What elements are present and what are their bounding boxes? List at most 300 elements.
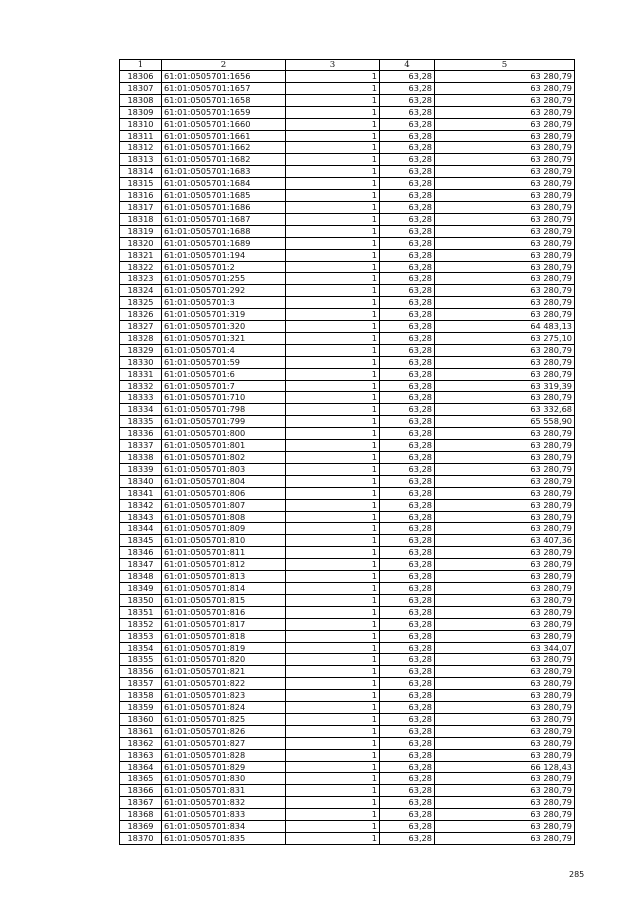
area-cell: 63,28 — [380, 356, 435, 368]
row-number-cell: 18309 — [120, 106, 162, 118]
row-number-cell: 18307 — [120, 82, 162, 94]
row-number-cell: 18357 — [120, 678, 162, 690]
row-number-cell: 18315 — [120, 178, 162, 190]
value-cell: 63 280,79 — [435, 523, 575, 535]
cadastral-number-cell: 61:01:0505701:1688 — [162, 225, 286, 237]
row-number-cell: 18360 — [120, 713, 162, 725]
row-number-cell: 18318 — [120, 213, 162, 225]
cadastral-number-cell: 61:01:0505701:1656 — [162, 71, 286, 83]
table-row — [120, 737, 575, 749]
quantity-cell: 1 — [286, 666, 380, 678]
area-cell: 63,28 — [380, 797, 435, 809]
value-cell: 63 280,79 — [435, 713, 575, 725]
cadastral-number-cell: 61:01:0505701:59 — [162, 356, 286, 368]
value-cell: 63 280,79 — [435, 571, 575, 583]
value-cell: 63 280,79 — [435, 166, 575, 178]
data-table — [119, 59, 575, 845]
area-cell: 63,28 — [380, 201, 435, 213]
table-row — [120, 559, 575, 571]
quantity-cell: 1 — [286, 130, 380, 142]
table-row — [120, 702, 575, 714]
area-cell: 63,28 — [380, 713, 435, 725]
table-row — [120, 142, 575, 154]
quantity-cell: 1 — [286, 309, 380, 321]
value-cell: 63 280,79 — [435, 142, 575, 154]
cadastral-number-cell: 61:01:0505701:1687 — [162, 213, 286, 225]
value-cell: 63 280,79 — [435, 559, 575, 571]
area-cell: 63,28 — [380, 82, 435, 94]
value-cell: 63 280,79 — [435, 773, 575, 785]
quantity-cell: 1 — [286, 809, 380, 821]
row-number-cell: 18331 — [120, 368, 162, 380]
value-cell: 63 280,79 — [435, 273, 575, 285]
quantity-cell: 1 — [286, 737, 380, 749]
row-number-cell: 18349 — [120, 582, 162, 594]
table-row — [120, 535, 575, 547]
cadastral-number-cell: 61:01:0505701:808 — [162, 511, 286, 523]
table-row — [120, 761, 575, 773]
value-cell: 63 319,39 — [435, 380, 575, 392]
row-number-cell: 18365 — [120, 773, 162, 785]
area-cell: 63,28 — [380, 702, 435, 714]
quantity-cell: 1 — [286, 761, 380, 773]
quantity-cell: 1 — [286, 773, 380, 785]
table-row — [120, 332, 575, 344]
row-number-cell: 18340 — [120, 475, 162, 487]
cadastral-number-cell: 61:01:0505701:807 — [162, 499, 286, 511]
table-row — [120, 213, 575, 225]
cadastral-number-cell: 61:01:0505701:1683 — [162, 166, 286, 178]
value-cell: 63 280,79 — [435, 82, 575, 94]
value-cell: 63 280,79 — [435, 368, 575, 380]
value-cell: 63 280,79 — [435, 154, 575, 166]
table-row — [120, 582, 575, 594]
area-cell: 63,28 — [380, 225, 435, 237]
table-row — [120, 201, 575, 213]
table-row — [120, 773, 575, 785]
area-cell: 63,28 — [380, 380, 435, 392]
table-row — [120, 321, 575, 333]
row-number-cell: 18356 — [120, 666, 162, 678]
area-cell: 63,28 — [380, 249, 435, 261]
cadastral-number-cell: 61:01:0505701:809 — [162, 523, 286, 535]
table-row — [120, 452, 575, 464]
table-row — [120, 511, 575, 523]
table-row — [120, 463, 575, 475]
table-row — [120, 106, 575, 118]
row-number-cell: 18320 — [120, 237, 162, 249]
quantity-cell: 1 — [286, 416, 380, 428]
table-row — [120, 475, 575, 487]
area-cell: 63,28 — [380, 404, 435, 416]
row-number-cell: 18330 — [120, 356, 162, 368]
quantity-cell: 1 — [286, 475, 380, 487]
area-cell: 63,28 — [380, 440, 435, 452]
table-row — [120, 178, 575, 190]
cadastral-number-cell: 61:01:0505701:825 — [162, 713, 286, 725]
table-row — [120, 666, 575, 678]
table-row — [120, 630, 575, 642]
cadastral-number-cell: 61:01:0505701:255 — [162, 273, 286, 285]
value-cell: 63 280,79 — [435, 547, 575, 559]
quantity-cell: 1 — [286, 166, 380, 178]
row-number-cell: 18329 — [120, 344, 162, 356]
cadastral-number-cell: 61:01:0505701:831 — [162, 785, 286, 797]
table-row — [120, 154, 575, 166]
value-cell: 63 280,79 — [435, 582, 575, 594]
table-row — [120, 237, 575, 249]
cadastral-number-cell: 61:01:0505701:835 — [162, 833, 286, 845]
quantity-cell: 1 — [286, 71, 380, 83]
cadastral-number-cell: 61:01:0505701:819 — [162, 642, 286, 654]
cadastral-number-cell: 61:01:0505701:814 — [162, 582, 286, 594]
value-cell: 63 280,79 — [435, 690, 575, 702]
quantity-cell: 1 — [286, 702, 380, 714]
row-number-cell: 18358 — [120, 690, 162, 702]
row-number-cell: 18336 — [120, 428, 162, 440]
table-row — [120, 785, 575, 797]
row-number-cell: 18370 — [120, 833, 162, 845]
quantity-cell: 1 — [286, 380, 380, 392]
cadastral-number-cell: 61:01:0505701:194 — [162, 249, 286, 261]
area-cell: 63,28 — [380, 487, 435, 499]
table-row — [120, 130, 575, 142]
cadastral-number-cell: 61:01:0505701:811 — [162, 547, 286, 559]
value-cell: 63 280,79 — [435, 666, 575, 678]
value-cell: 63 280,79 — [435, 463, 575, 475]
cadastral-number-cell: 61:01:0505701:830 — [162, 773, 286, 785]
quantity-cell: 1 — [286, 499, 380, 511]
cadastral-number-cell: 61:01:0505701:3 — [162, 297, 286, 309]
row-number-cell: 18311 — [120, 130, 162, 142]
cadastral-number-cell: 61:01:0505701:1685 — [162, 190, 286, 202]
quantity-cell: 1 — [286, 725, 380, 737]
value-cell: 63 280,79 — [435, 630, 575, 642]
quantity-cell: 1 — [286, 642, 380, 654]
value-cell: 63 280,79 — [435, 106, 575, 118]
area-cell: 63,28 — [380, 213, 435, 225]
area-cell: 63,28 — [380, 178, 435, 190]
row-number-cell: 18355 — [120, 654, 162, 666]
table-row — [120, 416, 575, 428]
row-number-cell: 18369 — [120, 821, 162, 833]
area-cell: 63,28 — [380, 452, 435, 464]
table-row — [120, 547, 575, 559]
area-cell: 63,28 — [380, 392, 435, 404]
area-cell: 63,28 — [380, 368, 435, 380]
table-row — [120, 821, 575, 833]
area-cell: 63,28 — [380, 190, 435, 202]
area-cell: 63,28 — [380, 499, 435, 511]
quantity-cell: 1 — [286, 344, 380, 356]
cadastral-number-cell: 61:01:0505701:803 — [162, 463, 286, 475]
table-row — [120, 190, 575, 202]
value-cell: 63 280,79 — [435, 809, 575, 821]
area-cell: 63,28 — [380, 428, 435, 440]
value-cell: 63 280,79 — [435, 297, 575, 309]
area-cell: 63,28 — [380, 142, 435, 154]
area-cell: 63,28 — [380, 666, 435, 678]
quantity-cell: 1 — [286, 630, 380, 642]
quantity-cell: 1 — [286, 785, 380, 797]
cadastral-number-cell: 61:01:0505701:802 — [162, 452, 286, 464]
quantity-cell: 1 — [286, 440, 380, 452]
table-row — [120, 297, 575, 309]
value-cell: 63 280,79 — [435, 487, 575, 499]
column-header-4: 4 — [380, 60, 435, 71]
table-row — [120, 71, 575, 83]
table-row — [120, 487, 575, 499]
row-number-cell: 18322 — [120, 261, 162, 273]
area-cell: 63,28 — [380, 297, 435, 309]
area-cell: 63,28 — [380, 773, 435, 785]
value-cell: 63 280,79 — [435, 618, 575, 630]
quantity-cell: 1 — [286, 678, 380, 690]
table-row — [120, 82, 575, 94]
value-cell: 63 332,68 — [435, 404, 575, 416]
cadastral-number-cell: 61:01:0505701:815 — [162, 594, 286, 606]
value-cell: 65 558,90 — [435, 416, 575, 428]
row-number-cell: 18314 — [120, 166, 162, 178]
area-cell: 63,28 — [380, 821, 435, 833]
row-number-cell: 18308 — [120, 94, 162, 106]
row-number-cell: 18351 — [120, 606, 162, 618]
cadastral-number-cell: 61:01:0505701:828 — [162, 749, 286, 761]
area-cell: 63,28 — [380, 785, 435, 797]
row-number-cell: 18364 — [120, 761, 162, 773]
value-cell: 63 280,79 — [435, 71, 575, 83]
table-row — [120, 380, 575, 392]
area-cell: 63,28 — [380, 106, 435, 118]
table-row — [120, 440, 575, 452]
area-cell: 63,28 — [380, 285, 435, 297]
cadastral-number-cell: 61:01:0505701:710 — [162, 392, 286, 404]
row-number-cell: 18346 — [120, 547, 162, 559]
cadastral-number-cell: 61:01:0505701:1684 — [162, 178, 286, 190]
cadastral-number-cell: 61:01:0505701:824 — [162, 702, 286, 714]
quantity-cell: 1 — [286, 190, 380, 202]
row-number-cell: 18338 — [120, 452, 162, 464]
quantity-cell: 1 — [286, 559, 380, 571]
area-cell: 63,28 — [380, 690, 435, 702]
quantity-cell: 1 — [286, 368, 380, 380]
table-row — [120, 678, 575, 690]
quantity-cell: 1 — [286, 261, 380, 273]
row-number-cell: 18316 — [120, 190, 162, 202]
page-number: 285 — [569, 870, 585, 879]
cadastral-number-cell: 61:01:0505701:816 — [162, 606, 286, 618]
value-cell: 63 280,79 — [435, 392, 575, 404]
area-cell: 63,28 — [380, 273, 435, 285]
table-row — [120, 642, 575, 654]
table-row — [120, 368, 575, 380]
table-row — [120, 356, 575, 368]
column-header-5: 5 — [435, 60, 575, 71]
quantity-cell: 1 — [286, 82, 380, 94]
cadastral-number-cell: 61:01:0505701:7 — [162, 380, 286, 392]
value-cell: 63 280,79 — [435, 130, 575, 142]
row-number-cell: 18353 — [120, 630, 162, 642]
row-number-cell: 18363 — [120, 749, 162, 761]
table-row — [120, 594, 575, 606]
table-row — [120, 797, 575, 809]
cadastral-number-cell: 61:01:0505701:1660 — [162, 118, 286, 130]
value-cell: 63 280,79 — [435, 702, 575, 714]
row-number-cell: 18313 — [120, 154, 162, 166]
value-cell: 63 280,79 — [435, 428, 575, 440]
cadastral-number-cell: 61:01:0505701:1658 — [162, 94, 286, 106]
value-cell: 63 280,79 — [435, 213, 575, 225]
row-number-cell: 18345 — [120, 535, 162, 547]
value-cell: 63 280,79 — [435, 118, 575, 130]
cadastral-number-cell: 61:01:0505701:801 — [162, 440, 286, 452]
quantity-cell: 1 — [286, 618, 380, 630]
value-cell: 63 275,10 — [435, 332, 575, 344]
cadastral-number-cell: 61:01:0505701:832 — [162, 797, 286, 809]
table-row — [120, 428, 575, 440]
area-cell: 63,28 — [380, 511, 435, 523]
quantity-cell: 1 — [286, 392, 380, 404]
quantity-cell: 1 — [286, 118, 380, 130]
row-number-cell: 18323 — [120, 273, 162, 285]
cadastral-number-cell: 61:01:0505701:806 — [162, 487, 286, 499]
table-row — [120, 833, 575, 845]
row-number-cell: 18367 — [120, 797, 162, 809]
cadastral-number-cell: 61:01:0505701:1686 — [162, 201, 286, 213]
area-cell: 63,28 — [380, 463, 435, 475]
value-cell: 63 280,79 — [435, 285, 575, 297]
area-cell: 63,28 — [380, 535, 435, 547]
cadastral-number-cell: 61:01:0505701:320 — [162, 321, 286, 333]
quantity-cell: 1 — [286, 428, 380, 440]
quantity-cell: 1 — [286, 463, 380, 475]
value-cell: 63 280,79 — [435, 833, 575, 845]
quantity-cell: 1 — [286, 94, 380, 106]
area-cell: 63,28 — [380, 725, 435, 737]
row-number-cell: 18350 — [120, 594, 162, 606]
table-row — [120, 499, 575, 511]
cadastral-number-cell: 61:01:0505701:829 — [162, 761, 286, 773]
area-cell: 63,28 — [380, 309, 435, 321]
quantity-cell: 1 — [286, 201, 380, 213]
area-cell: 63,28 — [380, 321, 435, 333]
column-header-2: 2 — [162, 60, 286, 71]
quantity-cell: 1 — [286, 582, 380, 594]
cadastral-number-cell: 61:01:0505701:6 — [162, 368, 286, 380]
value-cell: 63 280,79 — [435, 94, 575, 106]
row-number-cell: 18319 — [120, 225, 162, 237]
value-cell: 63 407,36 — [435, 535, 575, 547]
cadastral-number-cell: 61:01:0505701:319 — [162, 309, 286, 321]
quantity-cell: 1 — [286, 523, 380, 535]
quantity-cell: 1 — [286, 833, 380, 845]
value-cell: 63 280,79 — [435, 452, 575, 464]
quantity-cell: 1 — [286, 249, 380, 261]
table-row — [120, 309, 575, 321]
table-row — [120, 725, 575, 737]
value-cell: 63 280,79 — [435, 225, 575, 237]
value-cell: 66 128,43 — [435, 761, 575, 773]
quantity-cell: 1 — [286, 511, 380, 523]
area-cell: 63,28 — [380, 94, 435, 106]
cadastral-number-cell: 61:01:0505701:827 — [162, 737, 286, 749]
row-number-cell: 18368 — [120, 809, 162, 821]
row-number-cell: 18361 — [120, 725, 162, 737]
table-row — [120, 809, 575, 821]
row-number-cell: 18342 — [120, 499, 162, 511]
cadastral-number-cell: 61:01:0505701:810 — [162, 535, 286, 547]
value-cell: 63 280,79 — [435, 749, 575, 761]
table-row — [120, 749, 575, 761]
area-cell: 63,28 — [380, 166, 435, 178]
cadastral-number-cell: 61:01:0505701:292 — [162, 285, 286, 297]
cadastral-number-cell: 61:01:0505701:817 — [162, 618, 286, 630]
value-cell: 63 280,79 — [435, 201, 575, 213]
row-number-cell: 18328 — [120, 332, 162, 344]
table-row — [120, 571, 575, 583]
area-cell: 63,28 — [380, 416, 435, 428]
table-row — [120, 606, 575, 618]
row-number-cell: 18326 — [120, 309, 162, 321]
row-number-cell: 18344 — [120, 523, 162, 535]
cadastral-number-cell: 61:01:0505701:2 — [162, 261, 286, 273]
area-cell: 63,28 — [380, 475, 435, 487]
value-cell: 63 280,79 — [435, 309, 575, 321]
area-cell: 63,28 — [380, 523, 435, 535]
quantity-cell: 1 — [286, 571, 380, 583]
row-number-cell: 18337 — [120, 440, 162, 452]
row-number-cell: 18335 — [120, 416, 162, 428]
quantity-cell: 1 — [286, 690, 380, 702]
quantity-cell: 1 — [286, 404, 380, 416]
table-row — [120, 273, 575, 285]
cadastral-number-cell: 61:01:0505701:4 — [162, 344, 286, 356]
table-body — [120, 71, 575, 845]
table-row — [120, 166, 575, 178]
cadastral-number-cell: 61:01:0505701:813 — [162, 571, 286, 583]
column-header-1: 1 — [120, 60, 162, 71]
row-number-cell: 18327 — [120, 321, 162, 333]
value-cell: 63 280,79 — [435, 356, 575, 368]
area-cell: 63,28 — [380, 594, 435, 606]
row-number-cell: 18339 — [120, 463, 162, 475]
value-cell: 63 280,79 — [435, 594, 575, 606]
row-number-cell: 18306 — [120, 71, 162, 83]
value-cell: 63 280,79 — [435, 499, 575, 511]
area-cell: 63,28 — [380, 606, 435, 618]
quantity-cell: 1 — [286, 713, 380, 725]
value-cell: 63 280,79 — [435, 344, 575, 356]
cadastral-number-cell: 61:01:0505701:1662 — [162, 142, 286, 154]
value-cell: 63 280,79 — [435, 178, 575, 190]
value-cell: 63 280,79 — [435, 821, 575, 833]
quantity-cell: 1 — [286, 237, 380, 249]
table-row — [120, 225, 575, 237]
quantity-cell: 1 — [286, 213, 380, 225]
area-cell: 63,28 — [380, 618, 435, 630]
cadastral-number-cell: 61:01:0505701:800 — [162, 428, 286, 440]
value-cell: 63 280,79 — [435, 725, 575, 737]
area-cell: 63,28 — [380, 344, 435, 356]
row-number-cell: 18317 — [120, 201, 162, 213]
row-number-cell: 18325 — [120, 297, 162, 309]
cadastral-number-cell: 61:01:0505701:804 — [162, 475, 286, 487]
value-cell: 63 280,79 — [435, 440, 575, 452]
table-row — [120, 618, 575, 630]
quantity-cell: 1 — [286, 297, 380, 309]
quantity-cell: 1 — [286, 749, 380, 761]
area-cell: 63,28 — [380, 809, 435, 821]
